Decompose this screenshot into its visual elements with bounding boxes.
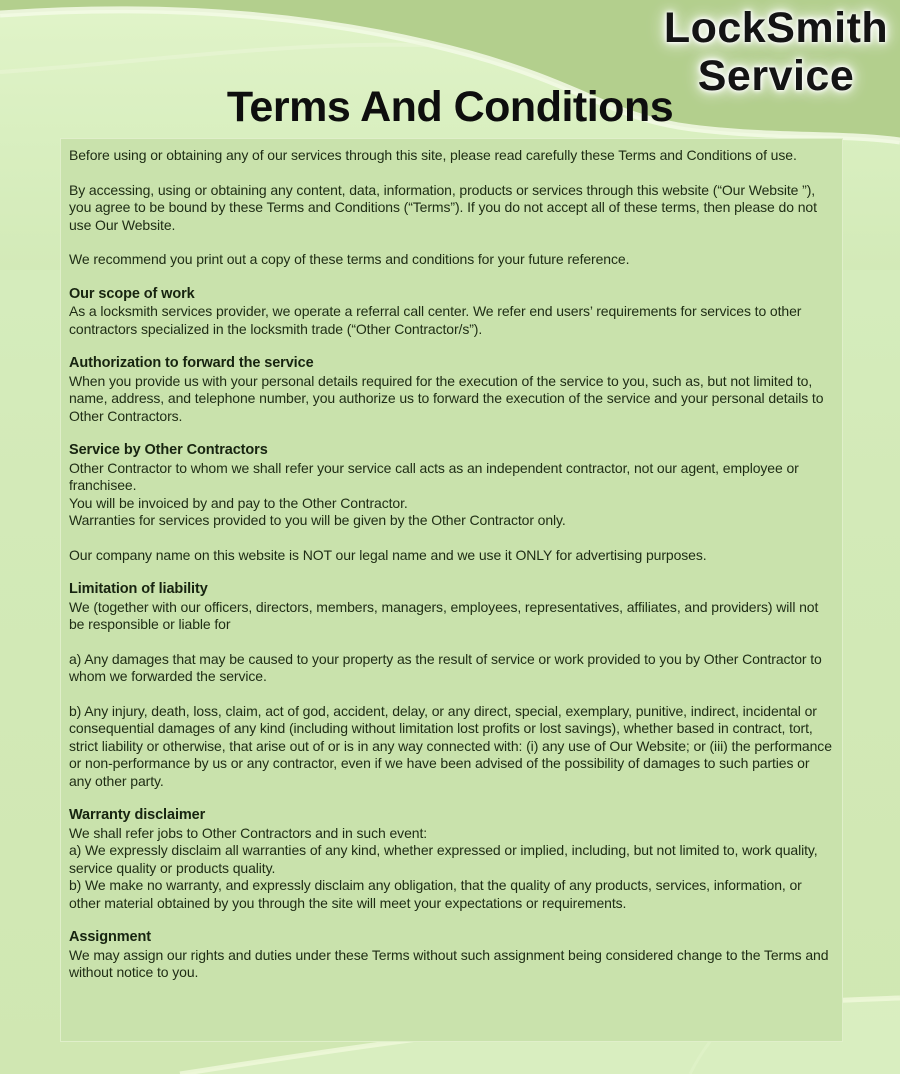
- section-paragraph: Warranties for services provided to you will be given by the Other Contractor only.: [69, 512, 566, 528]
- intro-paragraph-1: Before using or obtaining any of our services through this site, please read carefully these Terms and Conditions of use.: [69, 147, 797, 163]
- intro-paragraph-2: By accessing, using or obtaining any content, data, information, products or services through this website (“Our Website ”), you agree to be bound by these Terms and Conditions (“Terms”). If you do not accept all of these terms, then please do not use Our Website.: [69, 181, 817, 233]
- section-paragraph: a) We expressly disclaim all warranties of any kind, whether expressed or implied, including, but not limited to, work quality, service quality or products quality.: [69, 842, 818, 876]
- section-heading-limitation-of-liability: Limitation of liability: [69, 581, 208, 597]
- section-paragraph: You will be invoiced by and pay to the Other Contractor.: [69, 494, 408, 511]
- section-paragraph: We (together with our officers, directors, members, managers, employees, representatives, affiliates, and providers) will not be responsible or liable for: [69, 598, 819, 632]
- intro-paragraph-3: We recommend you print out a copy of these terms and conditions for your future reference.: [69, 251, 630, 267]
- section-heading-assignment: Assignment: [69, 929, 151, 945]
- logo-line-2: Service: [697, 52, 855, 100]
- page-title: Terms And Conditions: [226, 83, 674, 131]
- section-heading-our-scope-of-work: Our scope of work: [69, 285, 195, 302]
- section-heading-warranty-disclaimer: Warranty disclaimer: [69, 807, 206, 823]
- section-heading-service-by-other-contractors: Service by Other Contractors: [69, 442, 268, 458]
- section-paragraph: We may assign our rights and duties under these Terms without such assignment being considered change to the Terms and without notice to you.: [69, 946, 829, 980]
- section-paragraph: When you provide us with your personal details required for the execution of the service to you, such as, but not limited to, name, address, and telephone number, you authorize us to forward the execution of the service and your personal details to Other Contractors.: [69, 372, 824, 424]
- section-paragraph: Other Contractor to whom we shall refer your service call acts as an independent contractor, not our agent, employee or franchisee.: [69, 459, 799, 493]
- section-paragraph: a) Any damages that may be caused to your property as the result of service or work provided to you by Other Contractor to whom we forwarded the service.: [69, 650, 822, 684]
- section-heading-authorization: Authorization to forward the service: [69, 355, 314, 371]
- terms-content-box: [60, 138, 843, 1042]
- section-paragraph: We shall refer jobs to Other Contractors and in such event:: [69, 824, 428, 841]
- section-paragraph: Our company name on this website is NOT our legal name and we use it ONLY for advertising purposes.: [69, 546, 707, 563]
- section-paragraph: As a locksmith services provider, we operate a referral call center. We refer end users’ requirements for services to other contractors specialized in the locksmith trade (“Other Contractor/s”).: [69, 303, 802, 337]
- logo-line-1: LockSmith: [663, 4, 889, 52]
- section-paragraph: b) Any injury, death, loss, claim, act of god, accident, delay, or any direct, special, exemplary, punitive, indirect, incidental or consequential damages of any kind (including without limitation lost profits or lost savings), whether based in contract, tort, strict liability or otherwise, that arise out of or is in any way connected with: (i) any use of Our Website; or (iii) the performance or non-performance by us or any contractor, even if we have been advised of the possibility of damages to such parties or any other party.: [69, 702, 832, 789]
- section-paragraph: b) We make no warranty, and expressly disclaim any obligation, that the quality of any products, services, information, or other material obtained by you through the site will meet your expectations or requirements.: [69, 877, 802, 911]
